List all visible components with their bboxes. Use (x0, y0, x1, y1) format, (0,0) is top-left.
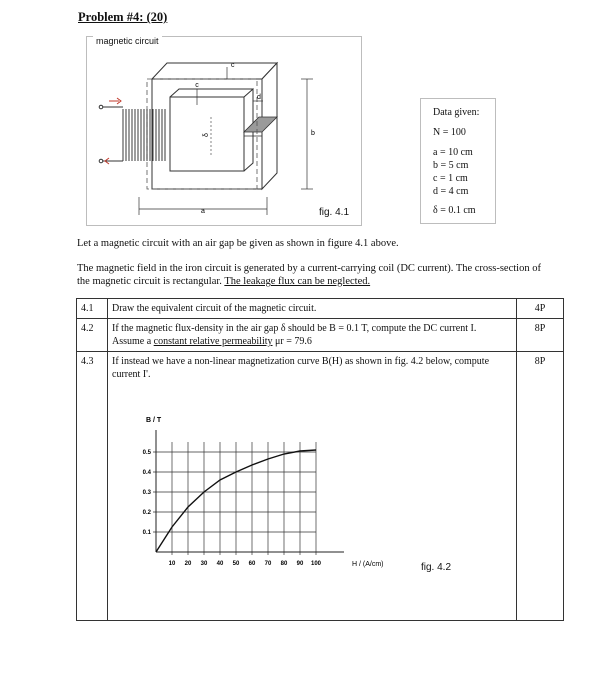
task-cell (108, 319, 517, 352)
core-top-face (152, 63, 277, 79)
figure-caption: fig. 4.1 (319, 207, 350, 218)
task-points: 8P (517, 319, 564, 352)
magnetic-circuit-drawing (87, 37, 361, 225)
x-tick-label: 50 (232, 561, 240, 567)
delta-label: δ (203, 133, 210, 137)
x-tick-label: 40 (216, 561, 224, 567)
coil-windings (123, 109, 165, 161)
dim-d-label: d (257, 94, 261, 101)
task-row (77, 319, 564, 352)
data-line: c = 1 cm (433, 173, 468, 184)
data-line: b = 5 cm (433, 160, 469, 171)
y-axis-label: B / T (146, 417, 162, 424)
bh-curve-chart (130, 412, 470, 582)
x-tick-label: 80 (280, 561, 288, 567)
task-points: 4P (517, 299, 564, 319)
x-tick-label: 60 (248, 561, 256, 567)
dim-a-label: a (201, 208, 205, 215)
x-tick-label: 90 (296, 561, 304, 567)
task-assumption-suffix: μr = 79.6 (272, 336, 312, 347)
chart-caption: fig. 4.2 (421, 562, 452, 573)
dim-c-label-top: c (231, 62, 235, 69)
data-line: a = 10 cm (433, 147, 473, 158)
problem-title: Problem #4: (20) (78, 10, 168, 24)
x-tick-label: 20 (184, 561, 192, 567)
task-text: Draw the equivalent circuit of the magnetic circuit. (108, 299, 517, 319)
intro-text: The magnetic field in the iron circuit is generated by a current-carrying coil (DC current). The cross-section of the magnetic circuit is rectangular. (77, 263, 541, 287)
task-assumption-underlined: constant relative permeability (153, 336, 273, 347)
dim-b-label: b (311, 130, 315, 137)
y-tick-label: 0.3 (142, 490, 151, 496)
intro-paragraph-2 (77, 262, 547, 288)
x-tick-label: 100 (310, 561, 322, 567)
task-assumption-prefix: Assume a (112, 336, 154, 347)
leakage-note: The leakage flux can be neglected. (224, 276, 371, 287)
task-text: If the magnetic flux-density in the air gap δ should be B = 0.1 T, compute the DC current I. (112, 323, 477, 334)
data-line: N = 100 (433, 127, 466, 138)
task-number: 4.1 (77, 299, 108, 319)
task-number: 4.3 (77, 352, 108, 621)
x-tick-label: 70 (264, 561, 272, 567)
y-tick-label: 0.4 (142, 470, 151, 476)
y-tick-label: 0.1 (142, 530, 151, 536)
figure-label: magnetic circuit (93, 36, 162, 46)
task-number: 4.2 (77, 319, 108, 352)
task-text: If instead we have a non-linear magnetization curve B(H) as shown in fig. 4.2 below, compute current I'. (108, 352, 517, 621)
y-tick-label: 0.5 (142, 450, 151, 456)
task-points: 8P (517, 352, 564, 621)
task-row (77, 299, 564, 319)
y-tick-label: 0.2 (142, 510, 151, 516)
data-line: δ = 0.1 cm (433, 205, 476, 216)
x-tick-label: 30 (200, 561, 208, 567)
data-line: d = 4 cm (433, 186, 469, 197)
data-given-box (420, 98, 496, 224)
dim-c-label: c (195, 82, 199, 89)
data-given-heading: Data given: (433, 107, 480, 118)
figure-magnetic-circuit (86, 36, 362, 226)
x-axis-label: H / (A/cm) (352, 561, 384, 568)
intro-paragraph-1: Let a magnetic circuit with an air gap be given as shown in figure 4.1 above. (77, 238, 399, 249)
x-tick-label: 10 (168, 561, 176, 567)
